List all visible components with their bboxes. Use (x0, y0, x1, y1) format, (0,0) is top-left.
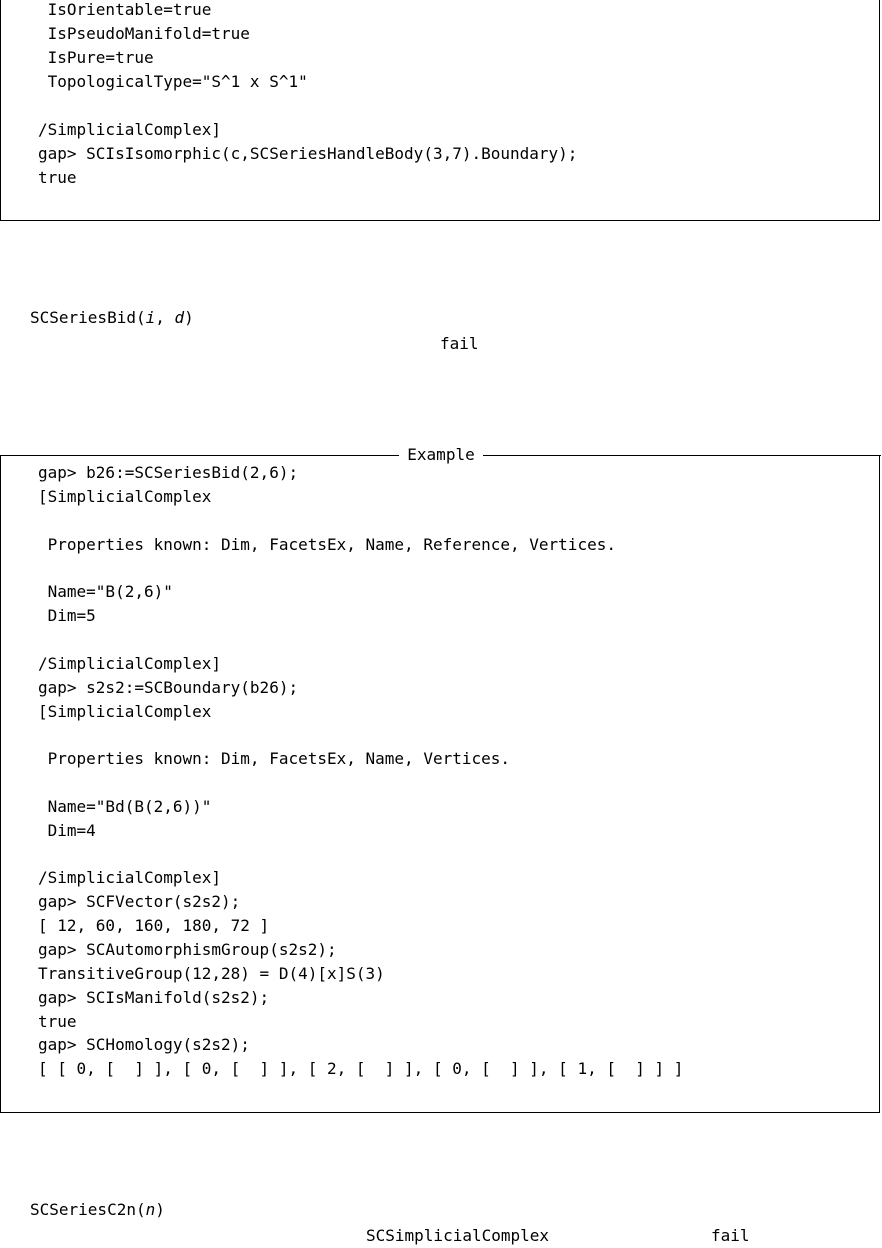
bid-function-name: SCSeriesBid( (30, 308, 146, 327)
code-line: gap> SCIsIsomorphic(c,SCSeriesHandleBody(3,7).Boundary); (38, 144, 578, 163)
example-code-line: gap> b26:=SCSeriesBid(2,6); (38, 463, 299, 482)
example-code-line: [ 12, 60, 160, 180, 72 ] (38, 916, 270, 936)
example-code-line: gap> s2s2:=SCBoundary(b26); (38, 677, 299, 697)
bid-close-paren: ) (184, 308, 194, 327)
example-code-line: gap> SCHomology(s2s2); (38, 1035, 250, 1055)
code-line: IsPure=true (38, 48, 154, 67)
example-code-line: Properties known: Dim, FacetsEx, Name, Vertices. (38, 749, 511, 769)
c2n-returns-fail: fail (711, 1226, 750, 1245)
c2n-signature (30, 1198, 165, 1222)
example-code-line: [ [ 0, [ ] ], [ 0, [ ] ], [ 2, [ ] ], [ 0, [ ] ], [ 1, [ ] ] ] (38, 1059, 684, 1079)
example-title: Example (1, 442, 881, 468)
code-line: true (38, 168, 77, 187)
c2n-returns-type: SCSimplicialComplex (366, 1226, 550, 1245)
example-code-line: gap> SCAutomorphismGroup(s2s2); (38, 940, 337, 959)
bid-returns-fail: fail (440, 334, 479, 353)
c2n-function-name: SCSeriesC2n( (30, 1200, 146, 1219)
code-line: IsOrientable=true (38, 0, 212, 19)
example-code-line: [SimplicialComplex (38, 701, 212, 721)
example-code-line: Dim=5 (38, 606, 96, 626)
example-code-line: gap> SCIsManifold(s2s2); (38, 987, 270, 1007)
bid-arg-i: i (145, 308, 156, 327)
c2n-close-paren: ) (155, 1200, 165, 1219)
example-code-line: /SimplicialComplex] (38, 653, 222, 673)
example-code-line: TransitiveGroup(12,28) = D(4)[x]S(3) (38, 963, 385, 983)
example-code-line: Name="Bd(B(2,6))" (38, 796, 212, 816)
bid-signature (30, 306, 194, 330)
example-code-line: Dim=4 (38, 820, 96, 840)
code-line: IsPseudoManifold=true (38, 24, 250, 43)
bid-arg-d: d (174, 308, 185, 327)
example-code-line: /SimplicialComplex] (38, 868, 222, 888)
code-line: TopologicalType="S^1 x S^1" (38, 72, 308, 91)
example-code-line: true (38, 1011, 77, 1031)
bid-arg-separator: , (155, 308, 175, 327)
c2n-arg-n: n (145, 1200, 156, 1219)
example-code-line: [SimplicialComplex (38, 486, 212, 506)
example-code-line: Properties known: Dim, FacetsEx, Name, Reference, Vertices. (38, 534, 616, 554)
code-line: /SimplicialComplex] (38, 120, 222, 139)
example-code-line: gap> SCFVector(s2s2); (38, 892, 241, 912)
example-code-line: Name="B(2,6)" (38, 582, 173, 602)
